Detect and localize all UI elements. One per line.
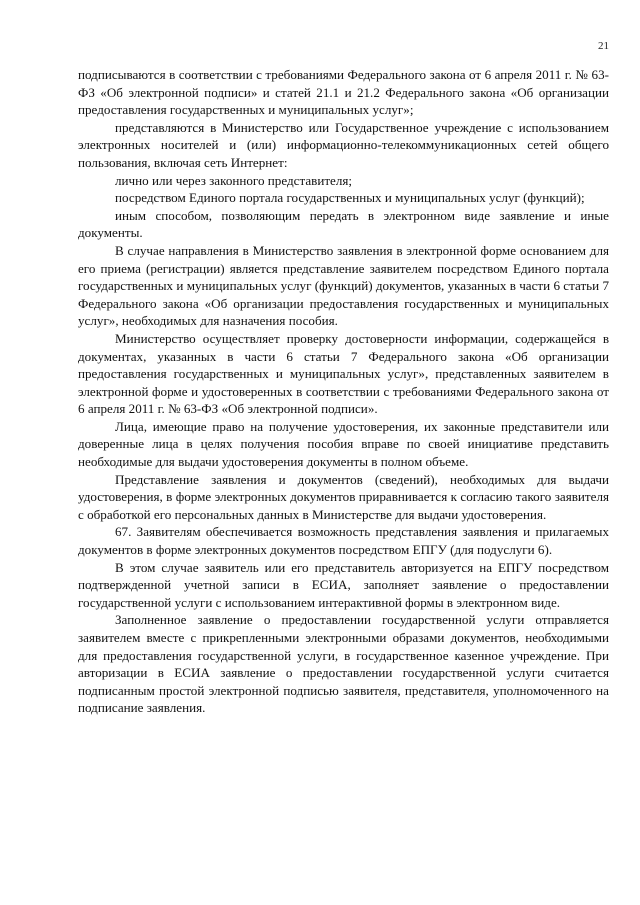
document-body (78, 66, 609, 717)
paragraph: посредством Единого портала государственных и муниципальных услуг (функций); (115, 190, 585, 206)
paragraph: иным способом, позволяющим передать в электронном виде заявление и иные документы. (78, 207, 609, 241)
paragraph: лично или через законного представителя; (115, 172, 353, 188)
paragraph: Представление заявления и документов (сведений), необходимых для выдачи удостоверения, в форме электронных документов приравнивается к согласию такого заявителя с обработкой его персональных данных в Министерстве для выдачи удостоверения. (78, 471, 609, 522)
paragraph: представляются в Министерство или Государственное учреждение с использованием электронных носителей и (или) информационно-телекоммуникационных сетей общего пользования, включая сеть Интернет: (78, 119, 609, 170)
paragraph: подписываются в соответствии с требованиями Федерального закона от 6 апреля 2011 г. № 63-ФЗ «Об электронной подписи» и статей 21.1 и 21.2 Федерального закона «Об организации предоставления государственных и муниципальных услуг»; (78, 67, 609, 118)
paragraph: В случае направления в Министерство заявления в электронной форме основанием для его приема (регистрации) является представление заявителем посредством Единого портала государственных и муниципальных услуг (функций) документов, указанных в части 6 статьи 7 Федерального закона «Об организации предоставления государственных и муниципальных услуг», необходимых для назначения пособия. (78, 242, 609, 329)
paragraph: Лица, имеющие право на получение удостоверения, их законные представители или доверенные лица в целях получения пособия вправе по своей инициативе представить необходимые для выдачи удостоверения документы в полном объеме. (78, 418, 609, 470)
page-number: 21 (598, 40, 609, 52)
paragraph: Заполненное заявление о предоставлении государственной услуги отправляется заявителем вместе с прикрепленными электронными образами документов, необходимыми для предоставления государственной услуги, в государственное казенное учреждение. При авторизации в ЕСИА заявление о предоставлении государственной услуги считается подписанным простой электронной подписью заявителя, представителя, уполномоченного на подписание заявления. (78, 612, 609, 716)
paragraph: 67. Заявителям обеспечивается возможность представления заявления и прилагаемых документов в форме электронных документов посредством ЕПГУ (для подуслуги 6). (78, 524, 609, 558)
paragraph: В этом случае заявитель или его представитель авторизуется на ЕПГУ посредством подтвержденной учетной записи в ЕСИА, заполняет заявление о предоставлении государственной услуги с использованием интерактивной формы в электронном виде. (78, 559, 609, 610)
paragraph: Министерство осуществляет проверку достоверности информации, содержащейся в документах, указанных в части 6 статьи 7 Федерального закона «Об организации предоставления государственных и муниципальных услуг», представленных заявителем в электронной форме и удостоверенных в соответствии с требованиями Федерального закона от 6 апреля 2011 г. № 63-ФЗ «Об электронной подписи». (78, 330, 609, 417)
